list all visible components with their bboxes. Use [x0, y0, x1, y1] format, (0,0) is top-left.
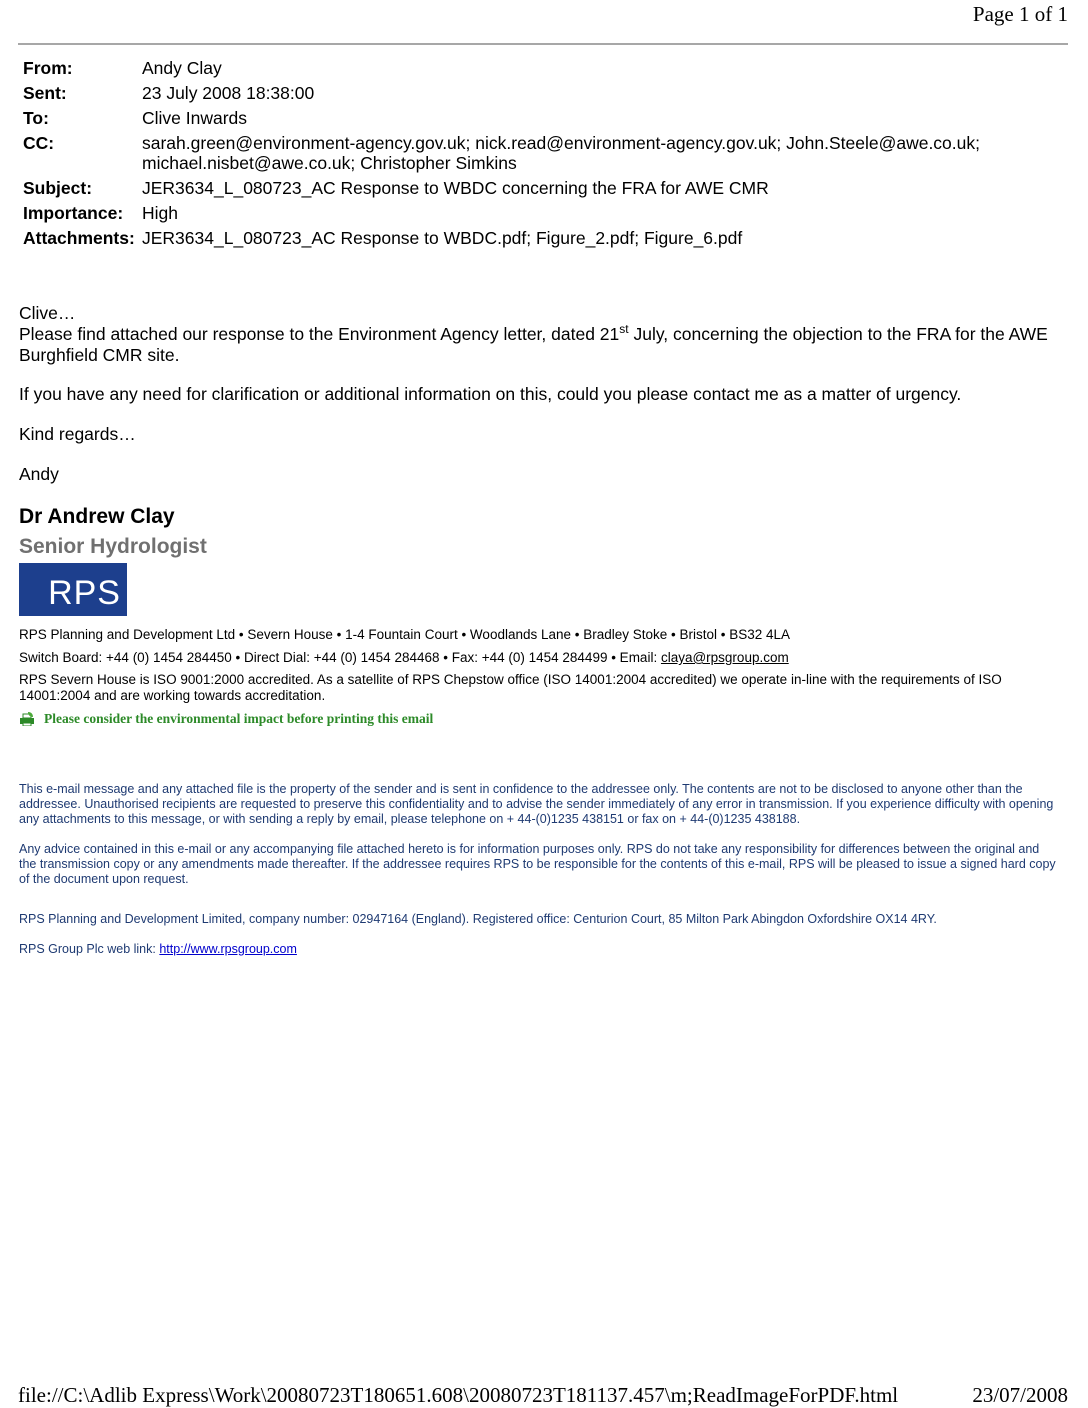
- header-key: From:: [23, 58, 73, 78]
- body-paragraph-3: Kind regards…: [19, 424, 136, 444]
- signature-address: RPS Planning and Development Ltd • Severn House • 1-4 Fountain Court • Woodlands Lane • Bradley Stoke • Bristol • BS32 4LA: [19, 627, 791, 642]
- signature-phones: [19, 650, 1069, 665]
- header-key: Sent:: [23, 83, 67, 103]
- header-row-cc: [23, 133, 1063, 173]
- header-value: sarah.green@environment-agency.gov.uk; nick.read@environment-agency.gov.uk; John.Steele@awe.co.uk; michael.nisbet@awe.co.uk; Christopher Simkins: [142, 133, 981, 173]
- header-row-from: [23, 58, 1063, 78]
- header-row-sent: [23, 83, 1063, 103]
- body-text: July, concerning the objection to the FRA for the AWE Burghfield CMR site.: [19, 324, 1048, 365]
- body-paragraph-4: Andy: [19, 464, 59, 484]
- email-link[interactable]: claya@rpsgroup.com: [660, 650, 789, 665]
- header-value: Andy Clay: [142, 58, 222, 78]
- phones-text: Switch Board: +44 (0) 1454 284450 • Direct Dial: +44 (0) 1454 284468 • Fax: +44 (0) 1454 284499 • Email:: [19, 650, 661, 665]
- footer-date: 23/07/2008: [972, 1383, 1068, 1407]
- header-key: To:: [23, 108, 49, 128]
- weblink-prefix: RPS Group Plc web link:: [19, 942, 160, 956]
- logo-text: RPS: [48, 574, 121, 612]
- header-value: High: [142, 203, 178, 223]
- header-value: JER3634_L_080723_AC Response to WBDC.pdf; Figure_2.pdf; Figure_6.pdf: [142, 228, 743, 248]
- eco-note: [19, 711, 433, 727]
- header-row-importance: [23, 203, 1063, 223]
- signature-title: Senior Hydrologist: [19, 535, 207, 558]
- eco-note-text: Please consider the environmental impact before printing this email: [44, 711, 434, 726]
- disclaimer-4: [19, 942, 1059, 957]
- header-key: Importance:: [23, 203, 124, 223]
- header-divider: [18, 43, 1068, 45]
- footer-file-path: file://C:\Adlib Express\Work\20080723T180651.608\20080723T181137.457\m;ReadImageForPDF.html: [18, 1383, 899, 1407]
- signature-name: Dr Andrew Clay: [19, 505, 175, 528]
- page-number: Page 1 of 1: [972, 2, 1068, 26]
- email-body: [19, 303, 1069, 485]
- rps-web-link[interactable]: http://www.rpsgroup.com: [159, 942, 297, 956]
- email-header: [23, 58, 1063, 253]
- disclaimer-3: RPS Planning and Development Limited, company number: 02947164 (England). Registered office: Centurion Court, 85 Milton Park Abingdon Oxfordshire OX14 4RY.: [19, 912, 937, 926]
- disclaimer-1: This e-mail message and any attached file is the property of the sender and is sent in confidence to the addressee only. The contents are not to be disclosed to anyone other than the addressee. Unauthorised recipients are requested to preserve this confidentiality and to advise the sender immediately of any error in transmission. If you experience difficulty with opening any attachments to this message, or with sending a reply by email, please telephone on + 44-(0)1235 438151 or fax on + 44-(0)1235 438188.: [19, 782, 1054, 826]
- header-value: JER3634_L_080723_AC Response to WBDC concerning the FRA for AWE CMR: [142, 178, 769, 198]
- disclaimer-2: Any advice contained in this e-mail or any accompanying file attached hereto is for information purposes only. RPS do not take any responsibility for differences between the original and the transmission copy or any amendments made thereafter. If the addressee requires RPS to be responsible for the contents of this e-mail, RPS will be pleased to issue a signed hard copy of the document upon request.: [19, 842, 1056, 886]
- body-text: Please find attached our response to the Environment Agency letter, dated 21: [19, 324, 620, 344]
- header-row-subject: [23, 178, 1063, 198]
- header-value: Clive Inwards: [142, 108, 248, 128]
- header-key: Subject:: [23, 178, 93, 198]
- superscript: st: [619, 322, 629, 337]
- rps-logo: [19, 563, 127, 616]
- printer-leaf-icon: [19, 712, 35, 726]
- header-key: CC:: [23, 133, 55, 153]
- signature-iso: RPS Severn House is ISO 9001:2000 accredited. As a satellite of RPS Chepstow office (ISO 14001:2004 accredited) we operate in-line with the requirements of ISO 14001:2004 and are working towards accreditation.: [19, 672, 1002, 703]
- body-paragraph-2: If you have any need for clarification or additional information on this, could you please contact me as a matter of urgency.: [19, 384, 962, 404]
- header-key: Attachments:: [23, 228, 135, 248]
- body-paragraph-1: [19, 324, 1069, 366]
- header-value: 23 July 2008 18:38:00: [142, 83, 315, 103]
- greeting: Clive…: [19, 303, 76, 323]
- header-row-attachments: [23, 228, 1063, 248]
- header-row-to: [23, 108, 1063, 128]
